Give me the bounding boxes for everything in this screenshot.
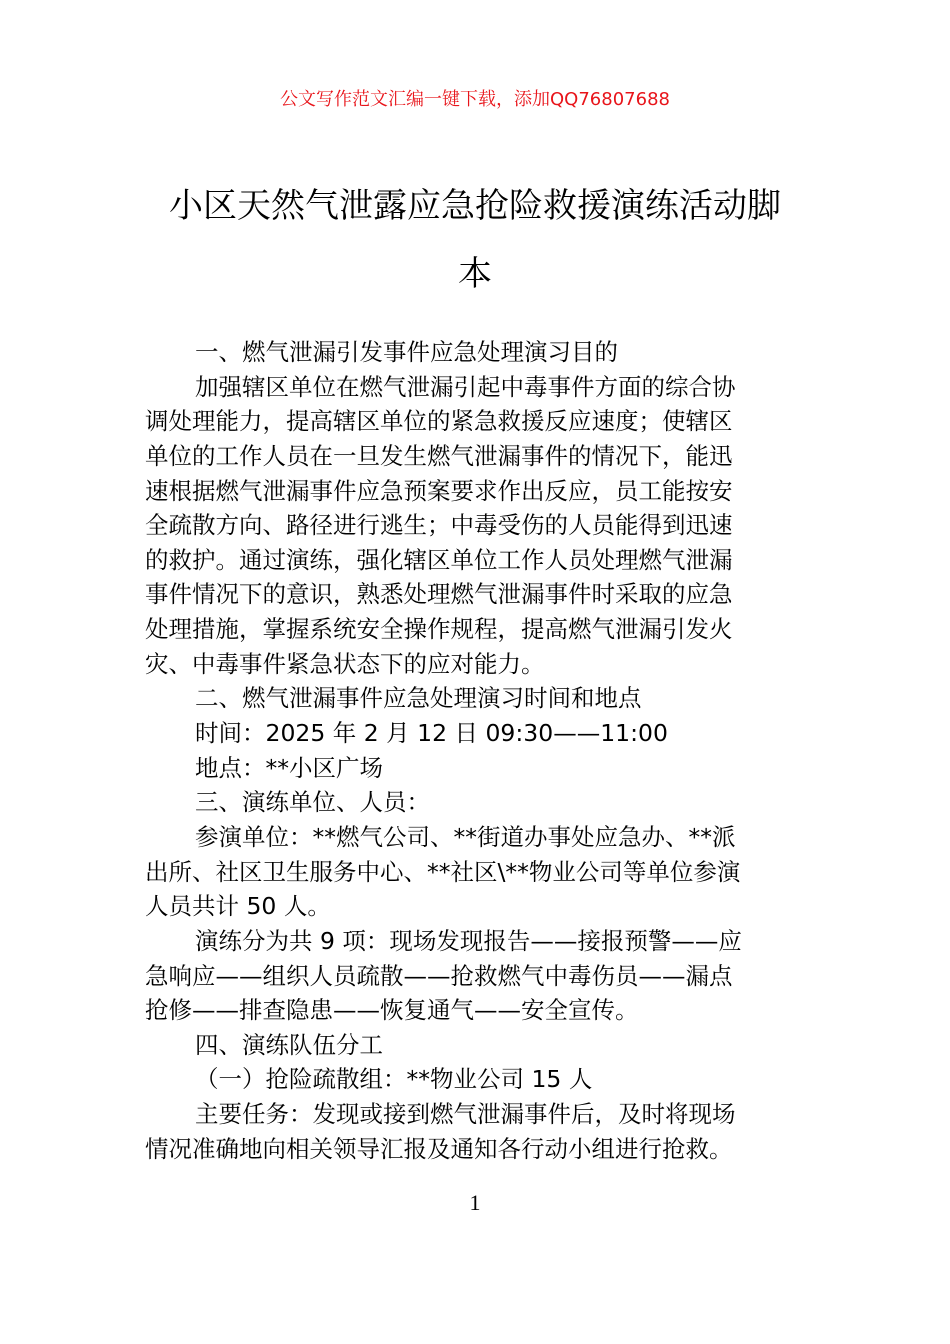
text-line: 地点：**小区广场 [195, 753, 383, 782]
paragraph [145, 924, 807, 1028]
text-line: 全疏散方向、路径进行逃生；中毒受伤的人员能得到迅速 [145, 511, 733, 540]
text-line: 三、演练单位、人员： [195, 788, 430, 817]
text-line: 时间：2025 年 2 月 12 日 09:30——11:00 [195, 719, 668, 748]
text-line: 人员共计 50 人。 [145, 892, 331, 921]
paragraph [145, 716, 807, 751]
paragraph [145, 785, 807, 820]
text-line: 处理措施，掌握系统安全操作规程，提高燃气泄漏引发火 [145, 615, 733, 644]
title-line: 小区天然气泄露应急抢险救援演练活动脚 [169, 186, 781, 226]
text-line: 抢修——排查隐患——恢复通气——安全宣传。 [145, 996, 639, 1025]
download-banner: 公文写作范文汇编一键下载，添加QQ76807688 [280, 89, 670, 110]
text-line: 演练分为共 9 项：现场发现报告——接报预警——应 [195, 926, 742, 955]
text-line: 四、演练队伍分工 [195, 1030, 383, 1059]
title-line: 本 [458, 254, 492, 294]
text-line: 的救护。通过演练，强化辖区单位工作人员处理燃气泄漏 [145, 545, 733, 574]
text-line: 出所、社区卫生服务中心、**社区\**物业公司等单位参演 [145, 857, 741, 886]
text-line: 单位的工作人员在一旦发生燃气泄漏事件的情况下，能迅 [145, 441, 733, 470]
text-line: 急响应——组织人员疏散——抢救燃气中毒伤员——漏点 [145, 961, 733, 990]
text-line: 参演单位：**燃气公司、**街道办事处应急办、**派 [195, 822, 736, 851]
page-number: 1 [469, 1190, 481, 1215]
document-body [145, 335, 807, 1166]
text-line: 加强辖区单位在燃气泄漏引起中毒事件方面的综合协 [195, 372, 736, 401]
text-line: 二、燃气泄漏事件应急处理演习时间和地点 [195, 684, 642, 713]
paragraph [145, 681, 807, 716]
text-line: 调处理能力，提高辖区单位的紧急救援反应速度；使辖区 [145, 407, 733, 436]
paragraph [145, 1062, 807, 1097]
paragraph [145, 1028, 807, 1063]
text-line: 灾、中毒事件紧急状态下的应对能力。 [145, 649, 545, 678]
text-line: 事件情况下的意识，熟悉处理燃气泄漏事件时采取的应急 [145, 580, 733, 609]
text-line: 情况准确地向相关领导汇报及通知各行动小组进行抢救。 [145, 1134, 733, 1163]
paragraph [145, 820, 807, 924]
text-line: 一、燃气泄漏引发事件应急处理演习目的 [195, 338, 618, 366]
paragraph [145, 1097, 807, 1166]
paragraph [145, 335, 807, 370]
document-title [140, 172, 810, 308]
paragraph [145, 370, 807, 682]
text-line: 主要任务：发现或接到燃气泄漏事件后，及时将现场 [195, 1100, 736, 1129]
paragraph [145, 751, 807, 786]
text-line: （一）抢险疏散组：**物业公司 15 人 [195, 1065, 593, 1094]
text-line: 速根据燃气泄漏事件应急预案要求作出反应，员工能按安 [145, 476, 733, 505]
